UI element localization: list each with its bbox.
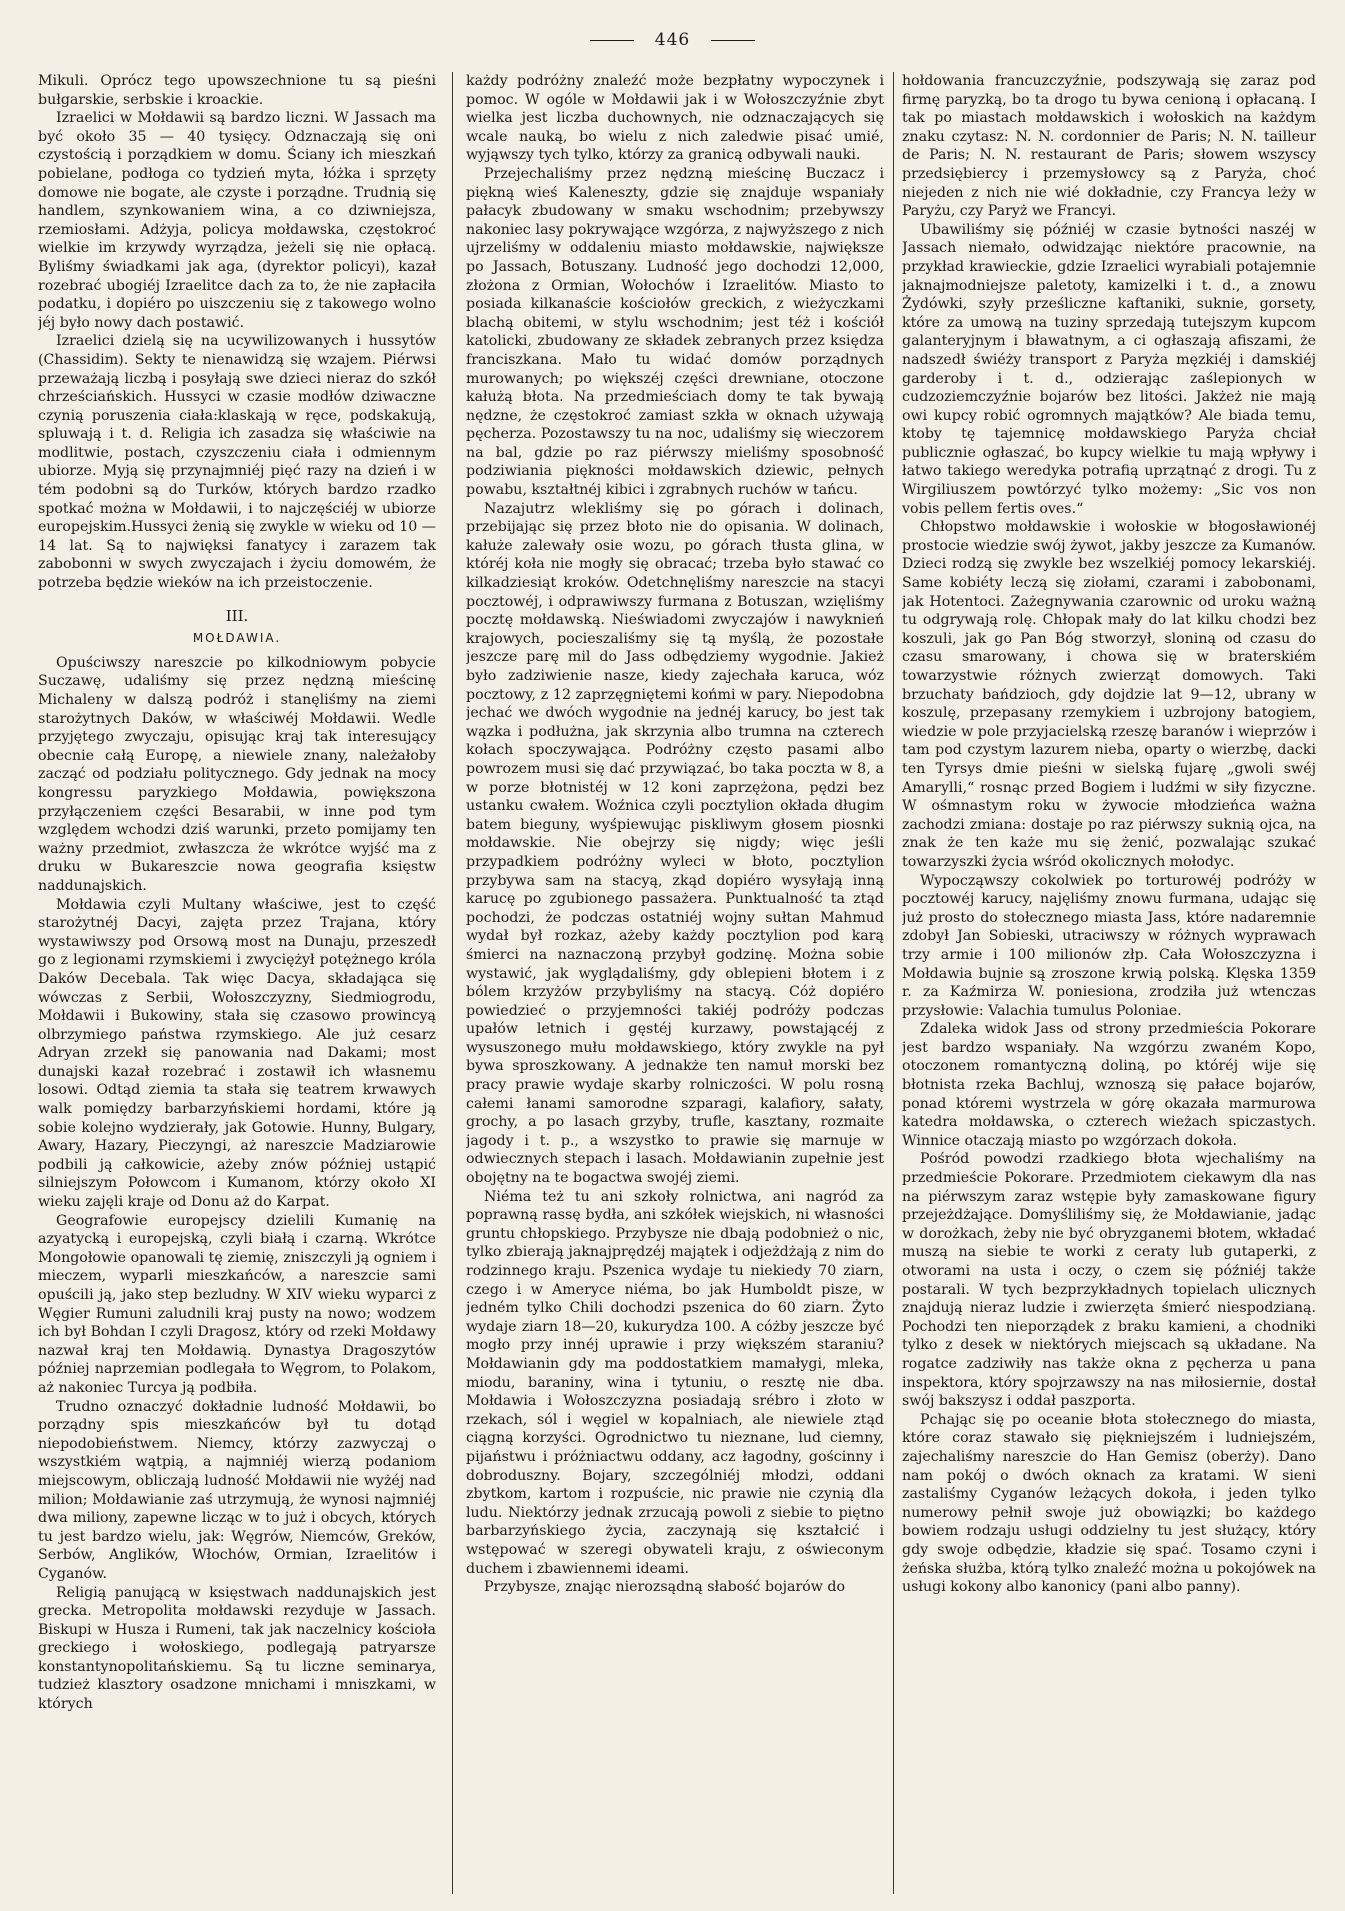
paragraph: Izraelici dzielą się na ucywilizowanych i hussytów (Chassidim). Sekty te nienawidzą się wzajem. Piérwsi przeważają liczbą i posyłają swe dzieci nieraz do szkół chrześciańskich. Hussyci w czasie modłów dziwaczne czynią poruszenia ciała:klaskają w ręce, podskakują, spluwają i t. d. Religia ich zasadza się właściwie na modlitwie, postach, czyszczeniu ciała i odmiennym ubiorze. Myją się przynajmniéj pięć razy na dzień i w tém podobni są do Turków, których bardzo rzadko spotkać można w Mołdawii, i to najczęściéj w ubiorze europejskim.Hussyci żenią się zwykle w wieku od 10 — 14 lat. Są to najwięksi fanatycy i zarazem tak zabobonni w swych zwyczajach i życiu domowém, że potrzeba będzie wieków na ich przeistoczenie. <box>38 333 436 592</box>
paragraph: Opuściwszy nareszcie po kilkodniowym pobycie Suczawę, udaliśmy się przez nędzną mieścinę Michaleny w dalszą podróż i stanęliśmy na ziemi starożytnych Daków, w właściwéj Mołdawii. Wedle przyjętego zwyczaju, opisując kraj tak interesujący obecnie całą Europę, a niewiele znany, należałoby zacząć od podziału politycznego. Gdy jednak na mocy kongressu paryzkiego Mołdawia, powiększona przyłączeniem części Besarabii, w inne pod tym względem wchodzi dziś warunki, przeto pomijamy ten ważny przedmiot, zwłaszcza że wkrótce wyjść ma z druku w Bukareszcie nowa geografia księstw naddunajskich. <box>38 654 436 894</box>
paragraph: każdy podróżny znaleźć może bezpłatny wypoczynek i pomoc. W ogóle w Mołdawii jak i w Wołoszczyźnie zbyt wielka jest liczba duchownych, nie odznaczających się wcale nauką, bo wielu z nich zaledwie pisać umié, wyjąwszy tych tylko, którzy za granicą odbywali nauki. <box>466 73 884 164</box>
paragraph: Religią panującą w księstwach naddunajskich jest grecka. Metropolita mołdawski rezyduje w Jassach. Biskupi w Husza i Rumeni, tak jak naczelnicy kościoła greckiego i wołoskiego, podlegają patryarsze konstantynopolitańskiemu. Są tu liczne seminarya, tudzież klasztory osadzone mnichami i mniszkami, w których <box>38 1584 436 1713</box>
section-number: III. <box>225 606 249 625</box>
column-rule <box>452 72 453 1894</box>
column-rule <box>893 72 894 1894</box>
paragraph: Wypocząwszy cokolwiek po torturowéj podróży w pocztowéj karucy, najęliśmy znowu furmana, udając się już prosto do stołecznego miasta Jass, które nadaremnie zdobył Jan Sobieski, utraciwszy w różnych wyprawach trzy armie i 100 milionów złp. Cała Wołoszczyzna i Mołdawia bujnie są zroszone krwią polską. Klęska 1359 r. za Kaźmirza W. poniesiona, zrodziła już wtenczas przysłowie: Valachia tumulus Poloniae. <box>902 872 1316 1019</box>
page-header <box>0 30 1345 50</box>
text-column-1 <box>38 72 436 1894</box>
header-dash-left <box>590 40 634 41</box>
paragraph: Geografowie europejscy dzielili Kumanię na azyatycką i europejską, czyli białą i czarną. Wkrótce Mongołowie opanowali tę ziemię, zniszczyli ją ogniem i mieczem, wyparli mieszkańców, a nareszcie sami opuścili ją, jako step bezludny. W XIV wieku wyparci z Węgier Rumuni zaludnili kraj pusty na nowo; wodzem ich był Bohdan I czyli Dragosz, który od rzeki Mołdawy nazwał kraj ten Mołdawią. Dynastya Dragoszytów później naprzemian podlegała to Węgrom, to Polakom, aż nakoniec Turcya ją podbiła. <box>38 1212 436 1396</box>
paragraph: Przybysze, znając nierozsądną słabość bojarów do <box>484 1579 846 1596</box>
paragraph: Mołdawia czyli Multany właściwe, jest to część starożytnéj Dacyi, zajęta przez Trajana, który wystawiwszy pod Orsową most na Dunaju, przeszedł go z legionami rzymskiemi i zwyciężył potężnego króla Daków Decebala. Tak więc Dacya, składająca się wówczas z Serbii, Wołoszczyzny, Siedmiogrodu, Mołdawii i Bukowiny, stała się czasowo prowincyą olbrzymiego państwa rzymskiego. Ale już cesarz Adryan zrzekł się panowania nad Dakami; most dunajski kazał rozebrać i zostawił ich własnemu losowi. Odtąd ziemia ta stała się teatrem krwawych walk pomiędzy barbarzyńskiemi hordami, które ją sobie kolejno wydzierały, jak Gotowie. Hunny, Bulgary, Awary, Hazary, Pieczyngi, aż nareszcie Madziarowie podbili ją całkowicie, ażeby znów później ustąpić silniejszym Połowcom i Kumanom, którzy około XI wieku zajęli kraje od Donu aż do Karpat. <box>38 896 436 1211</box>
page-number: 446 <box>654 30 691 50</box>
paragraph: Pośród powodzi rzadkiego błota wjechaliśmy na przedmieście Pokorare. Przedmiotem ciekawym dla nas na piérwszym zaraz wstępie były zamaskowane figury przejeżdżające. Domyśliliśmy się, że Mołdawianie, jadąc w dorożkach, żeby nie być obryzganemi błotem, wkładać muszą na siebie te worki z ceraty lub gutaperki, z otworami na usta i oczy, o czem się późniéj także postarali. W tych bezprzykładnych topielach ulicznych znajdują nieraz ludzie i zwierzęta śmierć niespodzianą. Pochodzi ten nieporządek z braku kamieni, a chodniki tylko z desek w niektórych miejscach są układane. Na rogatce zadziwiły nas także oknа z pęcherza u pana inspektora, który spojrzawszy na nas miłosiernie, dostał swój bakszysz i oddał paszporta. <box>902 1151 1316 1410</box>
section-title: MOŁDAWIA. <box>192 631 282 646</box>
paragraph: Zdaleka widok Jass od strony przedmieścia Pokorare jest bardzo wspaniały. Na wzgórzu zwaném Kopo, otoczonem romantyczną doliną, po któréj wije się błotnista rzeka Bachluj, wznoszą się pałace bojarów, ponad któremi wystrzela w górę okazała marmurowa katedra mołdawska, o czterech wieżach spiczastych. Winnice otaczają miasto po wzgórzach dokoła. <box>902 1021 1316 1149</box>
header-dash-right <box>711 40 755 41</box>
paragraph: Niéma też tu ani szkoły rolnictwa, ani nagród za poprawną rassę bydła, ani szkółek wiejskich, ni własności gruntu chłopskiego. Przybysze nie dbają podobnież o nic, tylko zbierają jaknajprędzéj majątek i odjeżdżają z nim do rodzinnego kraju. Pszenica wydaje tu niekiedy 70 ziarn, czego i w Ameryce niéma, bo jak Humboldt pisze, w jedném tylko Chili dochodzi pszenica do 60 ziarn. Żyto wydaje ziarn 18—20, kukurydza 100. A cóżby jeszcze być mogło przy innéj uprawie i przy większém staraniu? Mołdawianin gdy ma poddostatkiem mamałygi, mleka, miodu, baraniny, wina i tytuniu, o resztę nie dba. Mołdawia i Wołoszczyzna posiadają srébro i złoto w rzekach, sól i węgiel w kopalniach, ale niewiele ztąd ciągną korzyści. Ogrodnictwo tu nieznane, lud ciemny, pijaństwu i próżniactwu oddany, acz łagodny, gościnny i dobroduszny. Bojary, szczególniéj młodzi, oddani zbytkom, kartom i rozpuście, nic prawie nie czynią dla ludu. Niektórzy jednak zrzucają powoli z siebie to piętno barbarzyńskiego życia, zaczynają się kształcić i wstępować w szeregi obywateli kraju, z oświeconym duchem i zbawiennemi ideami. <box>466 1188 884 1577</box>
text-column-3 <box>902 72 1316 1894</box>
paragraph: Chłopstwo mołdawskie i wołoskie w błogosławionéj prostocie wiedzie swój żywot, jakby jeszcze za Kumanów. Dzieci rodzą się zwykle bez wszelkiéj pomocy lekarskiéj. Same kobiéty leczą się ziołami, czarami i zabobonami, jak Hotentoci. Zażegnywania czarownic od uroku ważną tu odgrywają rolę. Chłopak mały do lat kilku chodzi bez koszuli, jak go Pan Bóg stworzył, sloniną od czasu do czasu smarowany, i chowa się w braterskiém towarzystwie różnych zwierząt domowych. Taki brzuchaty bańdzioch, gdy dojdzie lat 9—12, ubrany w koszulę, przepasany rzemykiem i uzbrojony batogiem, wiedzie w pole przyjacielską rzeszę baranów i wieprzów i tam pod czystym lazurem nieba, oparty o wierzbę, dacki ten Tyrsys dmie pieśni w sielską fujarę „gwoli swéj Amarylli,“ rosnąc przed Bogiem i ludźmi w siły fizyczne. W ośmnastym roku w żywocie młodzieńca ważna zachodzi zmiana: dostaje po raz piérwszy suknią ojca, na znak że ten każe mu się żenić, pozwalając szukać towarzyszki życia wśród okolicznych mołodyc. <box>902 519 1316 870</box>
paragraph: Przejechaliśmy przez nędzną mieścinę Buczacz i piękną wieś Kaleneszty, gdzie się znajduje wspaniały pałacyk zbudowany w smaku wschodnim; przebywszy nakoniec lasy pokrywające wzgórza, z najwyższego z nich ujrzeliśmy w oddaleniu miasto mołdawskie, największe po Jassach, Botuszany. Ludność jego dochodzi 12,000, złożona z Ormian, Wołochów i Izraelitów. Miasto to posiada kilkanaście kościołów greckich, z wieżyczkami blachą obitemi, w stylu wschodnim; jest téż i kościół katolicki, zbudowany ze składek zebranych przez księdza franciszkana. Mało tu widać domów porządnych murowanych; po większéj części drewniane, otoczone kałużą błota. Na przedmieściach domy te tak bywają nędzne, że częstokroć zamiast szkła w oknach używają pęcherza. Pozostawszy tu na noc, udaliśmy się wieczorem na bal, gdzie po raz piérwszy mieliśmy sposobność podziwiania piękności mołdawskich dziewic, pełnych powabu, kształtnéj kibici i zgrabnych ruchów w tańcu. <box>466 165 884 499</box>
paragraph: Nazajutrz wlekliśmy się po górach i dolinach, przebijając się przez błoto nie do opisania. W dolinach, kałuże zalewały osie wozu, po górach tłusta glina, w któréj koła nie mogły się obracać; trzeba było stawać co kilkadziesiąt kroków. Odetchnęliśmy nareszcie na stacyi pocztowéj, i odprawiwszy furmana z Botuszan, wzięliśmy pocztę mołdawską. Nieświadomi zwyczajów i nawyknień krajowych, pocieszaliśmy się tą myślą, że pozostałe jeszcze parę mil do Jass odbędziemy wygodnie. Jakież było zadziwienie nasze, kiedy zajechała karuca, wóz pocztowy, z 12 zaprzęgniętemi końmi w pary. Niepodobna jechać we dwóch wygodnie na jednéj karucy, bo jest tak wązka i podłużna, jak skrzynia albo trumna na czterech kołach spoczywająca. Podróżny często pasami albo powrozem musi się dać przywiązać, bo taka poczta w 8, a w porze błotnistéj w 12 koni zaprzężona, pędzi bez ustanku cwałem. Woźnica czyli pocztylion okłada długim batem bieguny, wyśpiewując piskliwym głosem piosnki mołdawskie. Nie obejrzy się nigdy; więc jeśli przypadkiem podróżny wyleci w błoto, pocztylion przybywa sam na stacyą, zkąd dopiéro wysyłają inną karucę po zgubionego passażera. Punktualność ta ztąd pochodzi, że podczas ostatniéj wojny sułtan Mahmud wydał był rozkaz, ażeby każdy pocztylion pod karą śmierci na naznaczoną przybył godzinę. Można sobie wystawić, jak wyglądaliśmy, gdy oblepieni błotem i z bólem krzyżów przybyliśmy na stacyą. Cóż dopiéro powiedzieć o przyjemności takiéj podróży podczas upałów letnich i gęstéj kurzawy, powstającéj z wysuszonego mułu mołdawskiego, który zwykle na pył bywa sproszkowany. A jednakże ten namuł morski bez pracy prawie wydaje skarby rolniczości. W polu rosną całemi łanami samorodne szparagi, kalafiory, sałaty, grochy, a po lasach grzyby, trufle, kasztany, rozmaite jagody i t. p., a wszystko to prawie się marnuje w odwiecznych stepach i lasach. Mołdawianin zupełnie jest obojętny na te bogactwa swojéj ziemi. <box>466 500 884 1187</box>
paragraph: Trudno oznaczyć dokładnie ludność Mołdawii, bo porządny spis mieszkańców był tu dotąd niepodobieństwem. Niemcy, którzy zazwyczaj o wszystkiém wątpią, a najmniéj wierzą podaniom miejscowym, obliczają ludność Mołdawii nie wyżéj nad milion; Mołdawianie zaś utrzymują, że wynosi najmniéj dwa miliony, zapewne licząc w to już i obcych, których tu jest bardzo wielu, jak: Węgrów, Niemców, Greków, Serbów, Anglików, Włochów, Ormian, Izraelitów i Cyganów. <box>38 1398 436 1582</box>
paragraph: hołdowania francuzczyźnie, podszywają się zaraz pod firmę paryzką, bo ta drogo tu bywa cenioną i opłacaną. I tak po miastach mołdawskich i wołoskich na każdym znaku czytasz: N. N. cordonnier de Paris; N. N. tailleur de Paris; N. N. restaurant de Paris; słowem wszyscy przedsiębiercy i przemysłowcy są z Paryża, choć niejeden z nich nie wié dokładnie, czy Francya leży w Paryżu, czy Paryż we Francyi. <box>902 73 1316 220</box>
paragraph: Izraelici w Mołdawii są bardzo liczni. W Jassach ma być około 35 — 40 tysięcy. Odznaczają się oni czystością i porządkiem w domu. Ściany ich mieszkań pobielane, podłoga co tydzień myta, łóżka i sprzęty domowe nie bogate, ale czyste i porządne. Trudnią się handlem, szynkowaniem wina, a co dziwniejsza, rzemiosłami. Adżyja, policya mołdawska, częstokroć wielkie im krzywdy wyrządza, jeżeli się nie opłacą. Byliśmy świadkami jak aga, (dyrektor policyi), kazał rozebrać ubogiéj Izraelitce dach za to, że nie zapłaciła podatku, i dopiéro po uiszczeniu się z takowego wolno jéj było nowy dach postawić. <box>38 110 436 331</box>
paragraph: Pchając się po oceanie błota stołecznego do miasta, które coraz stawało się piękniejszém i ludniejszém, zajechaliśmy nareszcie do Han Gemisz (oberży). Dano nam pokój o dwóch oknach za kratami. W sieni zastaliśmy Cyganów leżących dokoła, i jeden tylko numerowy pełnił swoje już obowiązki; bo każdego bowiem rodzaju usługi oddzielny tu jest służący, który gdy swoje odbędzie, kładzie się spać. Tosamo czyni i żeńska służba, którą tylko znaleźć można u pokojówek na usługi kokony albo kanonicy (pani albo panny). <box>902 1411 1316 1596</box>
paragraph: Mikuli. Oprócz tego upowszechnione tu są pieśni bułgarskie, serbskie i kroackie. <box>38 73 436 108</box>
paragraph: Ubawiliśmy się późniéj w czasie bytności naszéj w Jassach niemało, odwidzając niektóre pracownie, na przykład krawieckie, gdzie Izraelici wyrabiali potajemnie jaknajmodniejsze paletoty, kamizelki i t. d., a znowu Żydówki, szyły prześliczne kaftaniki, suknie, gorsety, które za umową na tuziny sprzedają tutejszym kupcom galanteryjnym i bławatnym, a ci ogłaszają afiszami, że nadszedł świéży transport z Paryża męzkiéj i damskiéj garderoby i t. d., odzierając zaślepionych w cudzoziemczyźnie bojarów bez litości. Jakżeż nie mają owi kupcy robić ogromnych majątków? Ale biada temu, ktoby tę tajemnicę mołdawskiego Paryża chciał publicznie ogłaszać, bo kupcy wielkie tu mają wpływy i łatwo takiego weredyka potrafią uprzątnąć z drogi. Tu z Wirgiliuszem powtórzyć tylko możemy: „Sic vos non vobis pellem fertis oves.“ <box>902 221 1316 517</box>
text-column-2 <box>466 72 884 1894</box>
